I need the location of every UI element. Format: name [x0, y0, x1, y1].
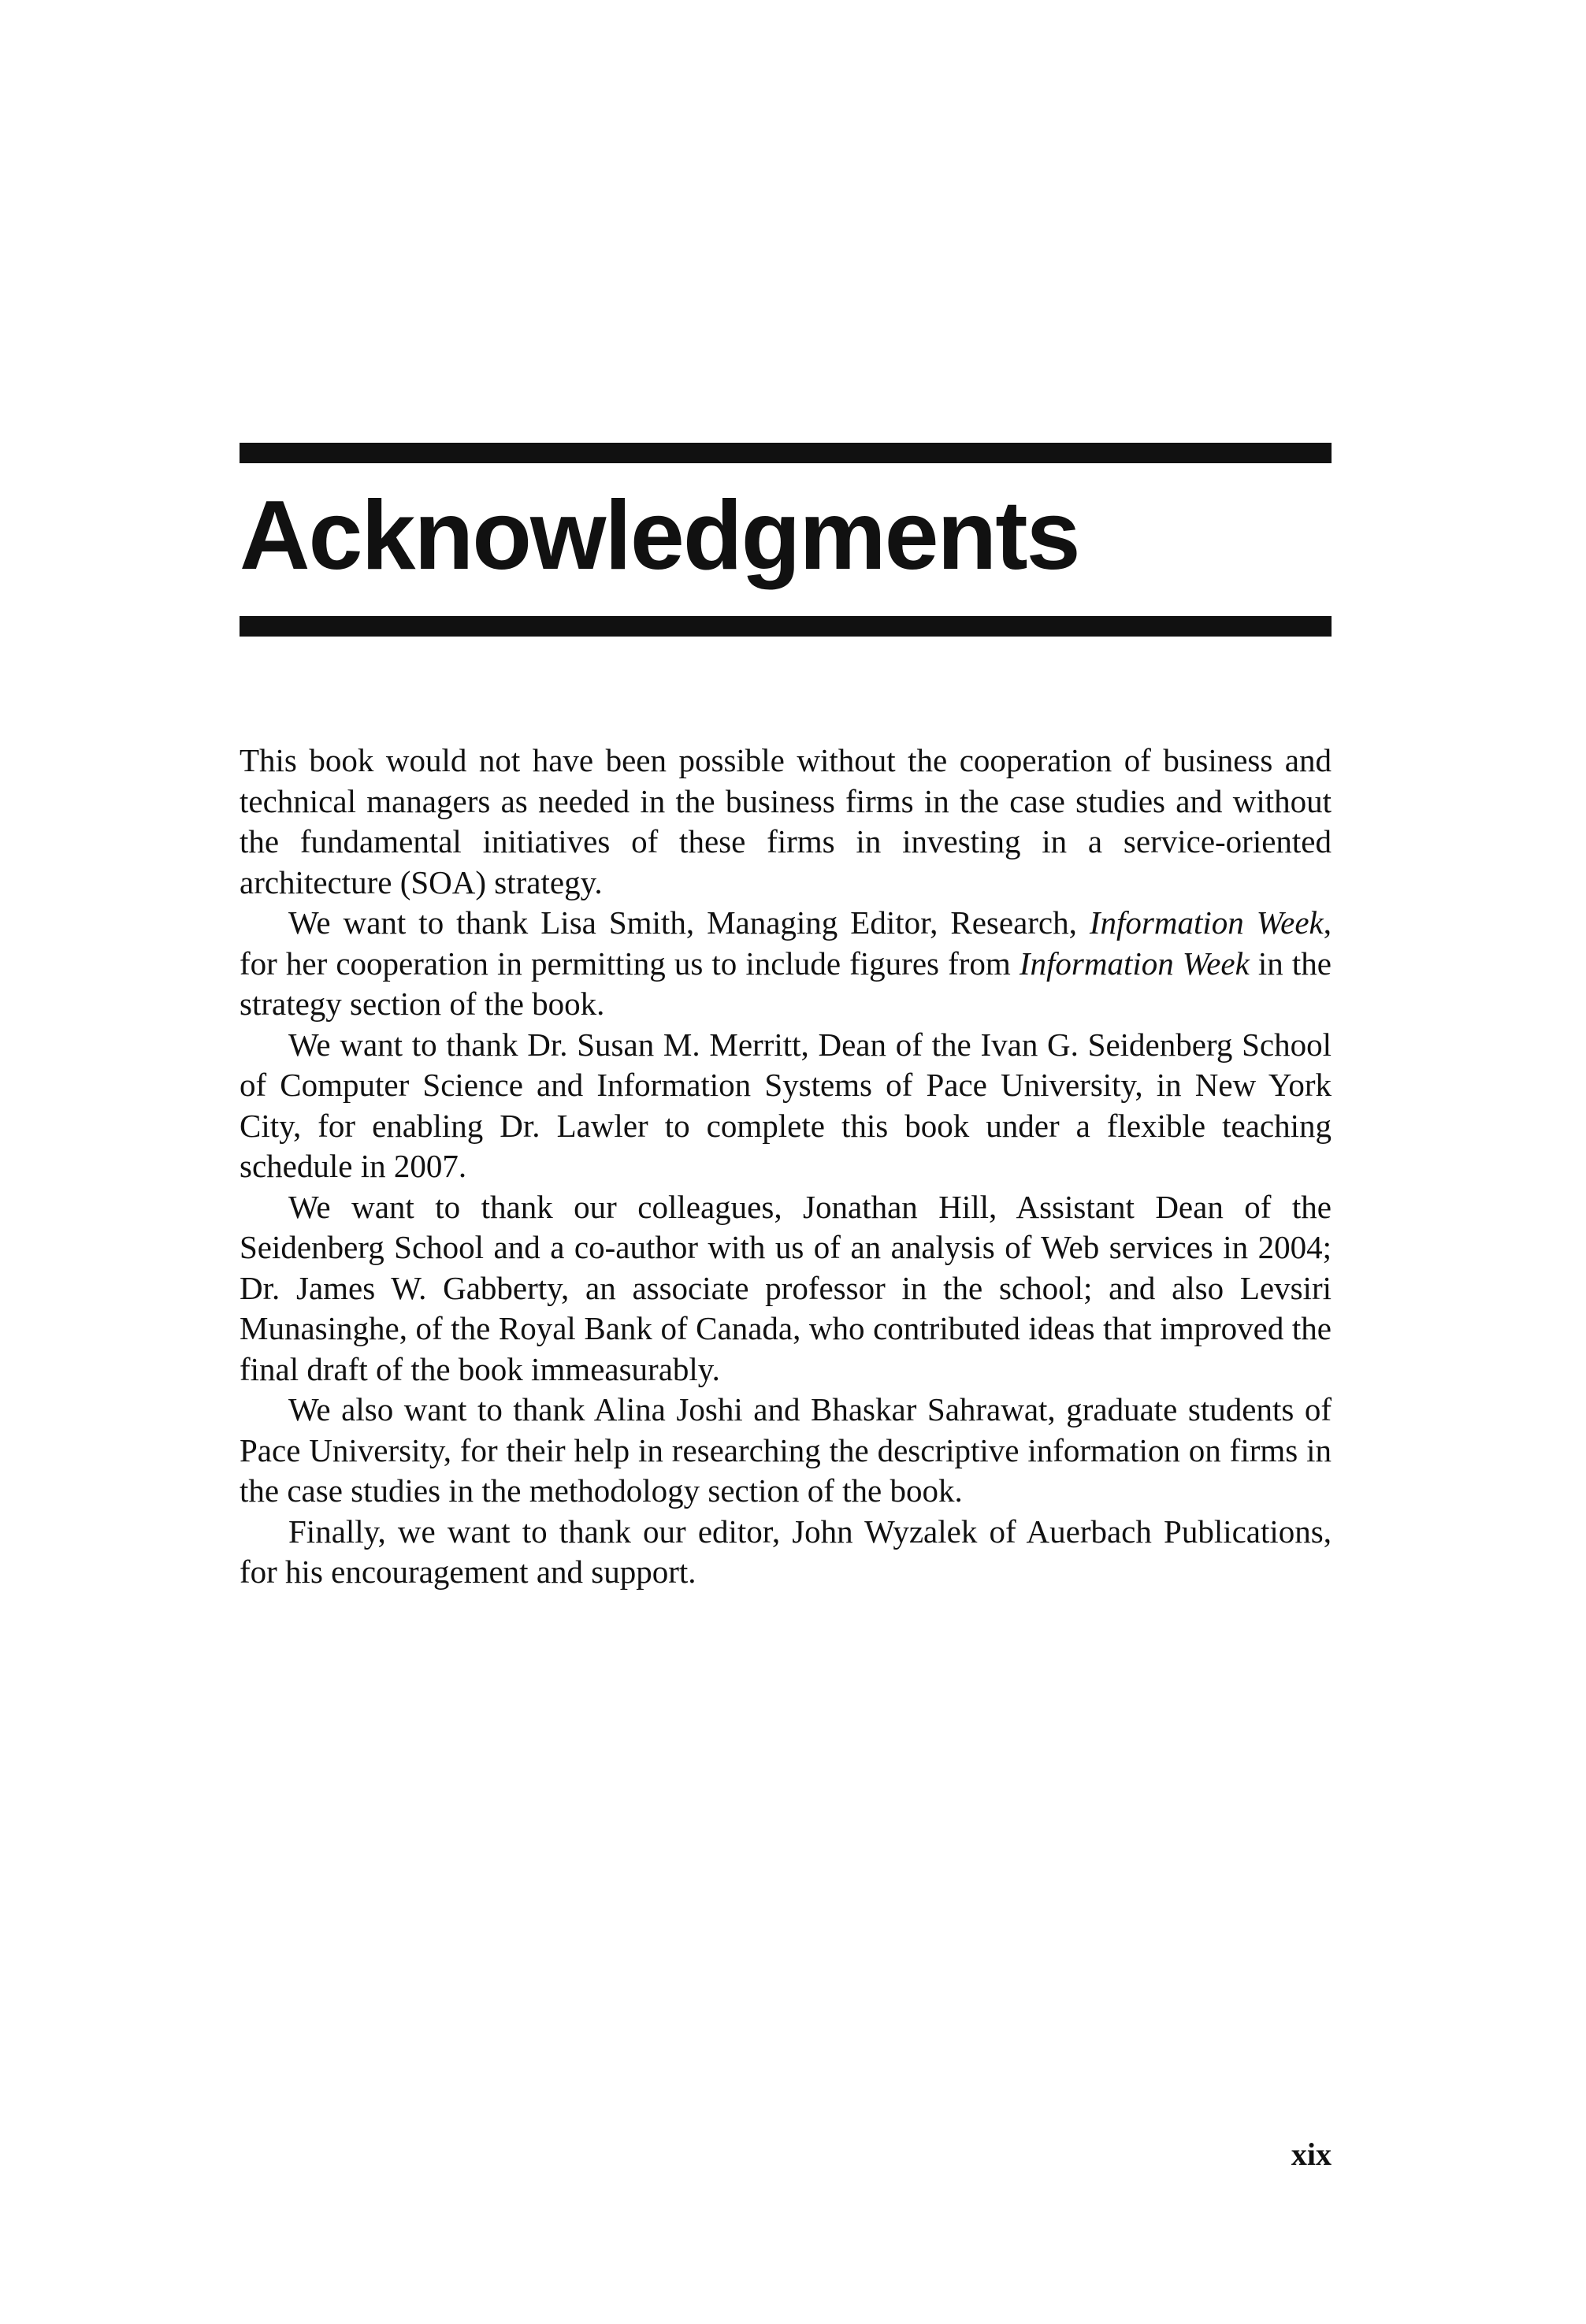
page-number: xix [1291, 2137, 1332, 2172]
paragraph-6: Finally, we want to thank our editor, John Wyzalek of Auerbach Publications, for his encouragement and support. [240, 1513, 1332, 1590]
chapter-title: Acknowledgments [240, 481, 1079, 590]
title-rule-top [240, 443, 1332, 463]
paragraph-3: We want to thank Dr. Susan M. Merritt, Dean of the Ivan G. Seidenberg School of Computer Science and Information Systems of Pace University, in New York City, for enabling Dr. Lawler to complete this book under a flexible teaching schedule in 2007. [240, 1026, 1332, 1184]
paragraph-4: We want to thank our colleagues, Jonathan Hill, Assistant Dean of the Seidenberg School and a co-author with us of an analysis of Web services in 2004; Dr. James W. Gabberty, an associate professor in the school; and also Levsiri Munasinghe, of the Royal Bank of Canada, who contributed ideas that improved the final draft of the book immeasurably. [240, 1188, 1332, 1387]
paragraph-2-text-3: in the strategy section of the book. [240, 945, 1332, 1022]
publication-name: Information Week [1019, 945, 1250, 982]
paragraph-1: This book would not have been possible without the cooperation of business and technical managers as needed in the business firms in the case studies and without the fundamental initiatives of these firms in investing in a service-oriented architecture (SOA) strategy. [240, 742, 1332, 900]
paragraph-2-text-1: We want to thank Lisa Smith, Managing Editor, Research, [288, 904, 1090, 941]
paragraph-5: We also want to thank Alina Joshi and Bhaskar Sahrawat, graduate students of Pace University, for their help in researching the descriptive information on firms in the case studies in the methodology section of the book. [240, 1391, 1332, 1509]
paragraph-2 [240, 903, 1332, 1025]
paragraph-2-text-2: , for her cooperation in permitting us to include figures from [240, 904, 1332, 982]
title-rule-bottom [240, 616, 1332, 637]
acknowledgments-body [240, 741, 1332, 1593]
publication-name: Information Week [1089, 904, 1324, 941]
